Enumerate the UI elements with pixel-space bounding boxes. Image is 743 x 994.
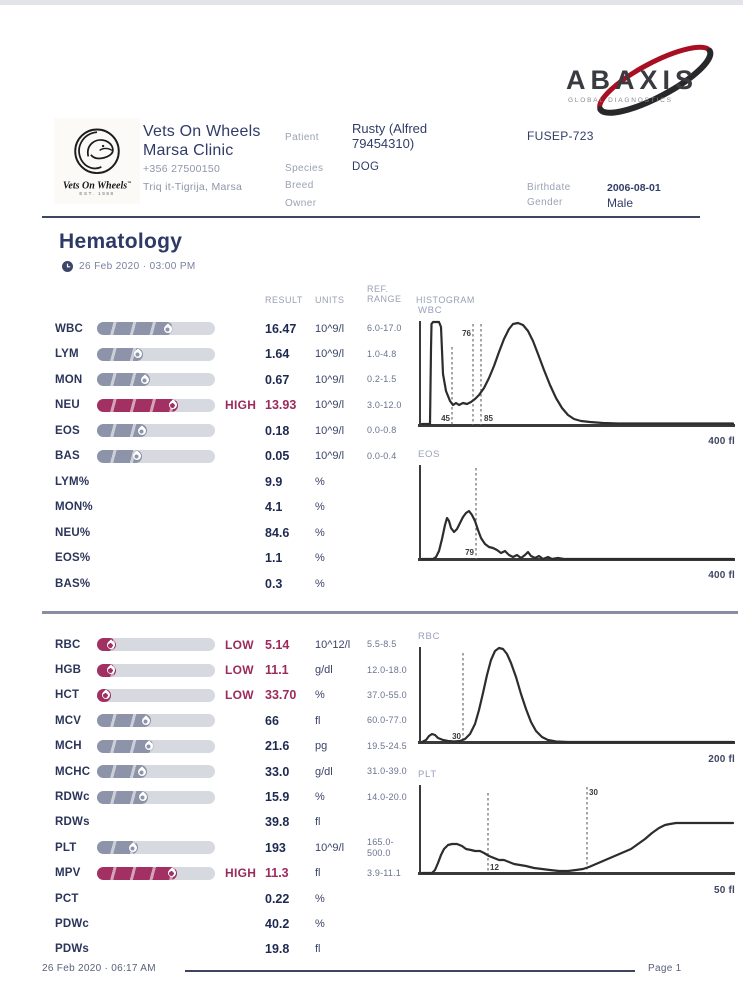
histogram-title: PLT	[418, 769, 437, 780]
result-value: 15.9	[265, 790, 290, 805]
histogram-title: WBC	[418, 305, 443, 316]
horse-icon	[62, 126, 132, 180]
droplet-marker	[162, 323, 173, 334]
param-label: RBC	[55, 638, 81, 651]
high-flag: HIGH	[225, 398, 257, 413]
result-value: 1.1	[265, 551, 283, 566]
result-value: 40.2	[265, 916, 290, 931]
range-gauge	[97, 714, 215, 727]
param-label: RDWc	[55, 791, 90, 804]
droplet-marker	[105, 664, 116, 675]
result-value: 5.14	[265, 637, 290, 652]
droplet-marker	[139, 374, 150, 385]
range-gauge	[97, 373, 215, 386]
droplet-marker	[105, 639, 116, 650]
table-row-rdwc	[55, 784, 425, 809]
ref-range: 0.2-1.5	[367, 374, 397, 385]
species-label: Species	[285, 163, 324, 174]
rbc-panel	[55, 632, 425, 962]
param-label: PLT	[55, 841, 77, 854]
abaxis-logo	[566, 65, 743, 125]
units: %	[315, 791, 325, 804]
table-row-hct	[55, 683, 425, 708]
table-row-pdws	[55, 937, 425, 962]
table-row-plt	[55, 835, 425, 860]
wbc-histogram-chart	[418, 319, 735, 429]
droplet-marker	[137, 791, 148, 802]
clock-icon	[62, 261, 73, 272]
clinic-phone: +356 27500150	[143, 163, 221, 175]
section-datetime: 26 Feb 2020 · 03:00 PM	[62, 261, 196, 272]
range-gauge	[97, 322, 215, 335]
units: fl	[315, 943, 321, 956]
col-header-ref1: REF.	[367, 284, 389, 294]
table-row-eos	[55, 418, 425, 444]
range-gauge	[97, 664, 215, 677]
table-row-rdws	[55, 810, 425, 835]
range-gauge	[97, 791, 215, 804]
clinic-logo-est: EST. 1988	[79, 190, 115, 196]
col-header-histogram: HISTOGRAM	[416, 295, 475, 305]
result-value: 33.70	[265, 688, 297, 703]
clinic-address: Triq it-Tigrija, Marsa	[143, 181, 243, 193]
plt-histogram	[418, 769, 735, 896]
brand-tagline: GLOBAL DIAGNOSTICS	[568, 97, 673, 104]
table-row-pdwc	[55, 911, 425, 936]
units: 10^9/l	[315, 841, 345, 854]
droplet-marker	[143, 741, 154, 752]
table-row-lym	[55, 342, 425, 368]
eos-histogram	[418, 449, 735, 581]
footer-divider	[185, 970, 635, 972]
clinic-logo	[54, 118, 140, 204]
owner-label: Owner	[285, 198, 317, 209]
range-gauge	[97, 689, 215, 702]
brand-name: ABAXIS	[566, 65, 699, 95]
rbc-histogram	[418, 631, 735, 765]
range-gauge	[97, 399, 215, 412]
param-label: BAS	[55, 450, 80, 463]
svg-text:30: 30	[589, 788, 598, 797]
units: 10^12/l	[315, 638, 351, 651]
table-row-rbc	[55, 632, 425, 657]
units: pg	[315, 740, 328, 753]
units: 10^9/l	[315, 322, 345, 335]
ref-range: 31.0-39.0	[367, 766, 407, 777]
table-row-lym-pct	[55, 469, 425, 495]
col-header-ref2: RANGE	[367, 294, 402, 304]
svg-text:76: 76	[462, 329, 471, 338]
range-gauge	[97, 638, 215, 651]
ref-range: 1.0-4.8	[367, 348, 397, 359]
range-gauge	[97, 424, 215, 437]
units: %	[315, 689, 325, 702]
clinic-name: Vets On Wheels Marsa Clinic	[143, 123, 261, 159]
result-value: 13.93	[265, 398, 297, 413]
breed-label: Breed	[285, 180, 314, 191]
param-label: NEU%	[55, 526, 91, 539]
result-value: 0.22	[265, 891, 290, 906]
param-label: LYM	[55, 348, 79, 361]
param-label: PCT	[55, 892, 79, 905]
col-header-units: UNITS	[315, 295, 345, 305]
param-label: NEU	[55, 399, 80, 412]
histogram-title: RBC	[418, 631, 441, 642]
result-value: 1.64	[265, 347, 290, 362]
table-row-wbc	[55, 316, 425, 342]
table-row-bas-pct	[55, 571, 425, 597]
result-value: 11.1	[265, 663, 289, 678]
param-label: PDWc	[55, 917, 90, 930]
table-row-mcv	[55, 708, 425, 733]
units: %	[315, 526, 325, 539]
result-value: 66	[265, 713, 279, 728]
low-flag: LOW	[225, 688, 254, 703]
table-row-mpv	[55, 861, 425, 886]
svg-text:85: 85	[484, 414, 493, 423]
units: 10^9/l	[315, 373, 345, 386]
header-divider	[42, 216, 700, 218]
table-row-mon	[55, 367, 425, 393]
range-gauge	[97, 867, 215, 880]
range-gauge	[97, 348, 215, 361]
result-value: 39.8	[265, 815, 290, 830]
ref-range: 0.0-0.4	[367, 450, 397, 461]
result-value: 0.3	[265, 576, 283, 591]
ref-range: 6.0-17.0	[367, 323, 402, 334]
result-value: 16.47	[265, 321, 297, 336]
result-value: 193	[265, 840, 286, 855]
param-label: EOS	[55, 424, 80, 437]
range-gauge	[97, 765, 215, 778]
table-row-mchc	[55, 759, 425, 784]
param-label: MON	[55, 373, 83, 386]
range-gauge	[97, 740, 215, 753]
rbc-histogram-chart	[418, 645, 735, 747]
page-number: Page 1	[648, 963, 682, 974]
units: g/dl	[315, 765, 333, 778]
axis-label: 200 fl	[708, 754, 735, 765]
param-label: HCT	[55, 689, 80, 702]
ref-range: 37.0-55.0	[367, 690, 407, 701]
axis-label: 400 fl	[708, 570, 735, 581]
param-label: MON%	[55, 501, 93, 514]
ref-range: 0.0-0.8	[367, 425, 397, 436]
result-value: 9.9	[265, 474, 283, 489]
section-divider	[42, 611, 738, 614]
svg-text:12: 12	[490, 863, 499, 872]
param-label: PDWs	[55, 943, 90, 956]
result-value: 21.6	[265, 739, 290, 754]
axis-label: 50 fl	[713, 885, 735, 896]
units: 10^9/l	[315, 348, 345, 361]
droplet-marker	[136, 425, 147, 436]
footer-datetime: 26 Feb 2020 · 06:17 AM	[42, 963, 156, 974]
result-value: 33.0	[265, 764, 290, 779]
patient-species: DOG	[352, 161, 380, 173]
table-row-hgb	[55, 657, 425, 682]
eos-histogram-chart	[418, 463, 735, 563]
units: %	[315, 501, 325, 514]
section-title: Hematology	[59, 230, 183, 253]
clinic-logo-text: Vets On Wheels™	[62, 179, 132, 191]
patient-label: Patient	[285, 132, 319, 143]
result-value: 19.8	[265, 942, 290, 957]
ref-range: 3.0-12.0	[367, 399, 402, 410]
param-label: RDWs	[55, 816, 90, 829]
table-row-eos-pct	[55, 546, 425, 572]
droplet-marker	[128, 842, 139, 853]
low-flag: LOW	[225, 663, 254, 678]
units: 10^9/l	[315, 450, 345, 463]
birthdate-label: Birthdate	[527, 182, 571, 193]
ref-range: 12.0-18.0	[367, 664, 407, 675]
ref-range: 5.5-8.5	[367, 639, 397, 650]
high-flag: HIGH	[225, 866, 257, 881]
ref-range: 3.9-11.1	[367, 867, 401, 878]
table-row-bas	[55, 444, 425, 470]
patient-gender: Male	[607, 196, 634, 210]
param-label: MCH	[55, 740, 82, 753]
droplet-marker	[167, 868, 178, 879]
units: %	[315, 475, 325, 488]
low-flag: LOW	[225, 637, 254, 652]
svg-text:45: 45	[441, 414, 450, 423]
ref-range: 165.0- 500.0	[367, 837, 394, 858]
units: fl	[315, 867, 321, 880]
result-value: 0.67	[265, 372, 290, 387]
droplet-marker	[131, 451, 142, 462]
histogram-title: EOS	[418, 449, 441, 460]
param-label: MCHC	[55, 765, 91, 778]
param-label: BAS%	[55, 577, 91, 590]
svg-text:30: 30	[452, 732, 461, 741]
svg-text:79: 79	[465, 548, 474, 557]
patient-birthdate: 2006-08-01	[607, 182, 661, 194]
droplet-marker	[100, 690, 111, 701]
ref-range: 14.0-20.0	[367, 791, 407, 802]
result-value: 11.3	[265, 866, 289, 881]
range-gauge	[97, 841, 215, 854]
param-label: WBC	[55, 322, 84, 335]
units: 10^9/l	[315, 424, 345, 437]
patient-name: Rusty (Alfred 79454310)	[352, 121, 428, 151]
units: fl	[315, 714, 321, 727]
wbc-histogram	[418, 305, 735, 447]
droplet-marker	[136, 766, 147, 777]
param-label: MPV	[55, 867, 81, 880]
units: fl	[315, 816, 321, 829]
result-value: 0.18	[265, 423, 290, 438]
table-row-mon-pct	[55, 495, 425, 521]
param-label: HGB	[55, 664, 82, 677]
table-row-neu-pct	[55, 520, 425, 546]
units: %	[315, 892, 325, 905]
plt-histogram-chart	[418, 783, 735, 878]
result-value: 0.05	[265, 449, 290, 464]
col-header-result: RESULT	[265, 295, 303, 305]
range-gauge	[97, 450, 215, 463]
droplet-marker	[168, 400, 179, 411]
param-label: LYM%	[55, 475, 90, 488]
droplet-marker	[141, 715, 152, 726]
param-label: MCV	[55, 714, 82, 727]
result-value: 84.6	[265, 525, 290, 540]
table-row-neu	[55, 393, 425, 419]
units: 10^9/l	[315, 399, 345, 412]
units: g/dl	[315, 664, 333, 677]
ref-range: 60.0-77.0	[367, 715, 407, 726]
units: %	[315, 577, 325, 590]
param-label: EOS%	[55, 552, 91, 565]
table-row-pct	[55, 886, 425, 911]
droplet-marker	[132, 349, 143, 360]
units: %	[315, 917, 325, 930]
patient-id: FUSEP-723	[527, 129, 594, 143]
axis-label: 400 fl	[708, 436, 735, 447]
units: %	[315, 552, 325, 565]
ref-range: 19.5-24.5	[367, 740, 407, 751]
result-value: 4.1	[265, 500, 283, 515]
table-row-mch	[55, 734, 425, 759]
gender-label: Gender	[527, 197, 563, 208]
wbc-panel	[55, 316, 425, 597]
